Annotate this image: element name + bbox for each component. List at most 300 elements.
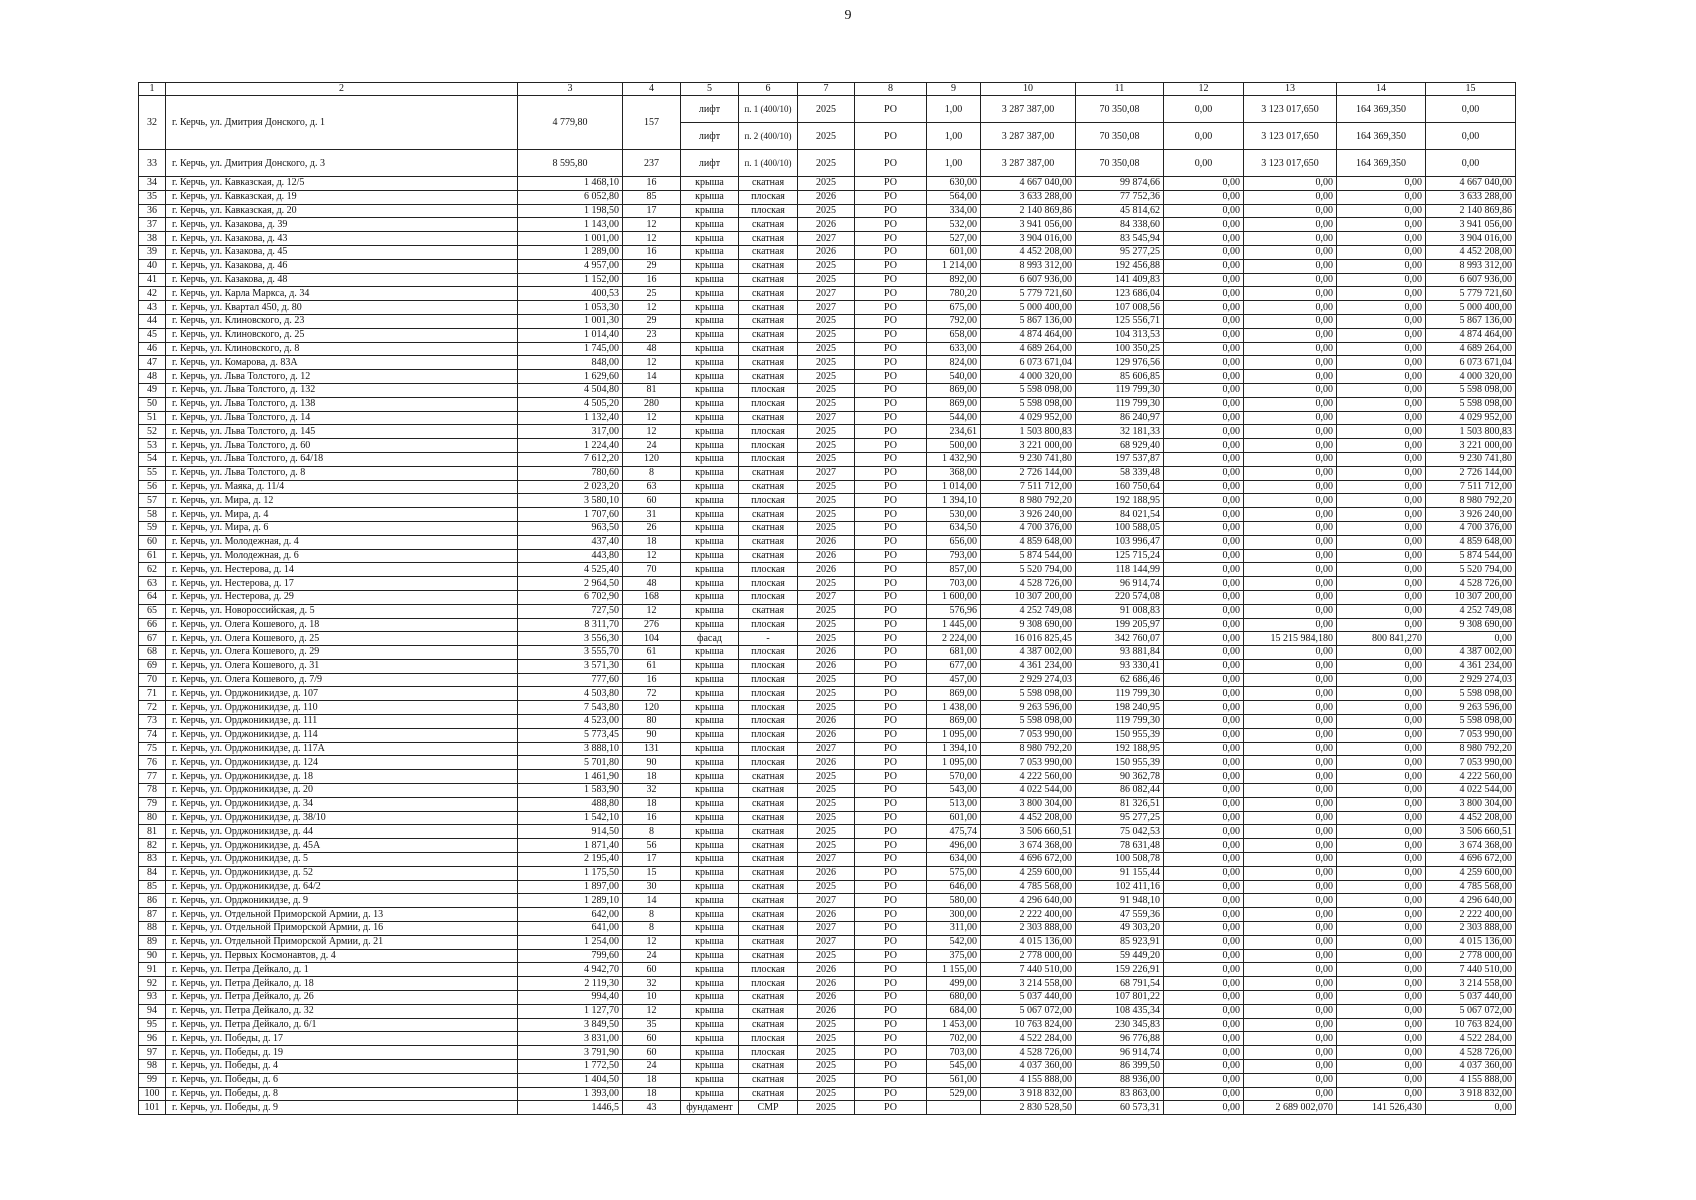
cell-14: 0,00 [1337,797,1426,811]
cell-15: 3 918 832,00 [1426,1087,1516,1101]
cell-14: 0,00 [1337,190,1426,204]
address: г. Керчь, ул. Казакова, д. 45 [166,245,518,259]
cell-13: 0,00 [1244,314,1337,328]
year: 2025 [798,356,855,370]
cell-15: 10 763 824,00 [1426,1018,1516,1032]
cell-13: 0,00 [1244,425,1337,439]
year: 2025 [798,1060,855,1074]
work-type: лифт [681,150,739,177]
unit-cost: 150 955,39 [1076,728,1164,742]
cell-14: 0,00 [1337,232,1426,246]
cell-12: 0,00 [1164,687,1244,701]
cell-15: 3 674 368,00 [1426,839,1516,853]
cell-c12: 0,00 [1164,123,1244,150]
area: 1446,5 [518,1101,623,1115]
work-subtype: плоская [739,494,798,508]
cost: 7 511 712,00 [981,480,1076,494]
cost: 5 598 098,00 [981,715,1076,729]
cell-14: 0,00 [1337,866,1426,880]
work-type: крыша [681,618,739,632]
volume [927,1101,981,1115]
cell-12: 0,00 [1164,659,1244,673]
address: г. Керчь, ул. Льва Толстого, д. 12 [166,370,518,384]
cell-15: 2 140 869,86 [1426,204,1516,218]
cost: 5 067 072,00 [981,1004,1076,1018]
area: 1 127,70 [518,1004,623,1018]
cell-14: 0,00 [1337,508,1426,522]
cost: 2 830 528,50 [981,1101,1076,1115]
work-subtype: скатная [739,259,798,273]
volume: 792,00 [927,314,981,328]
volume: 684,00 [927,1004,981,1018]
cell-15: 3 904 016,00 [1426,232,1516,246]
cell-14: 0,00 [1337,1073,1426,1087]
cell-14: 0,00 [1337,949,1426,963]
cell-12: 0,00 [1164,521,1244,535]
table-row [139,742,1516,756]
area: 4 779,80 [518,96,623,150]
work-subtype: скатная [739,1004,798,1018]
volume: 1 600,00 [927,590,981,604]
cell-13: 0,00 [1244,949,1337,963]
unit-cost: 100 588,05 [1076,521,1164,535]
row-number: 76 [139,756,166,770]
table-row [139,853,1516,867]
cell-13: 0,00 [1244,397,1337,411]
work-type: крыша [681,494,739,508]
cell-14: 0,00 [1337,991,1426,1005]
residents: 237 [623,150,681,177]
table-row [139,673,1516,687]
cell-14: 0,00 [1337,742,1426,756]
row-number: 93 [139,991,166,1005]
row-number: 52 [139,425,166,439]
table-row [139,949,1516,963]
work-type: крыша [681,770,739,784]
cell-13: 0,00 [1244,549,1337,563]
cell-15: 4 022 544,00 [1426,784,1516,798]
volume: 1 095,00 [927,756,981,770]
table-row [139,659,1516,673]
cell-13: 0,00 [1244,894,1337,908]
funding-source: РО [855,618,927,632]
funding-source: РО [855,839,927,853]
funding-source: РО [855,577,927,591]
address: г. Керчь, ул. Льва Толстого, д. 64/18 [166,452,518,466]
cell-15: 5 867 136,00 [1426,314,1516,328]
year: 2025 [798,1046,855,1060]
table-row [139,963,1516,977]
unit-cost: 102 411,16 [1076,880,1164,894]
table-row [139,1101,1516,1115]
year: 2025 [798,949,855,963]
cell-13: 0,00 [1244,452,1337,466]
area: 1 404,50 [518,1073,623,1087]
cell-14: 0,00 [1337,577,1426,591]
year: 2025 [798,439,855,453]
address: г. Керчь, ул. Орджоникидзе, д. 9 [166,894,518,908]
funding-source: РО [855,439,927,453]
area: 4 942,70 [518,963,623,977]
cell-15: 4 259 600,00 [1426,866,1516,880]
cell-12: 0,00 [1164,425,1244,439]
cell-14: 0,00 [1337,673,1426,687]
cost: 2 222 400,00 [981,908,1076,922]
funding-source: РО [855,687,927,701]
cell-qty: 1,00 [927,150,981,177]
volume: 530,00 [927,508,981,522]
year: 2025 [798,701,855,715]
cell-15: 9 308 690,00 [1426,618,1516,632]
cost: 7 053 990,00 [981,756,1076,770]
funding-source: РО [855,1018,927,1032]
volume: 630,00 [927,177,981,191]
cell-14: 0,00 [1337,880,1426,894]
funding-source: РО [855,521,927,535]
year: 2026 [798,659,855,673]
area: 642,00 [518,908,623,922]
volume: 542,00 [927,935,981,949]
area: 1 897,00 [518,880,623,894]
address: г. Керчь, ул. Победы, д. 4 [166,1060,518,1074]
address: г. Керчь, ул. Орджоникидзе, д. 124 [166,756,518,770]
work-subtype-text: п. 2 (400/10) [744,130,792,141]
volume: 793,00 [927,549,981,563]
year: 2025 [798,383,855,397]
table-row [139,549,1516,563]
work-subtype: плоская [739,452,798,466]
cell-13: 0,00 [1244,590,1337,604]
volume: 634,00 [927,853,981,867]
row-number: 94 [139,1004,166,1018]
cell-c13: 3 123 017,650 [1244,150,1337,177]
cell-14: 0,00 [1337,839,1426,853]
cell-15: 2 303 888,00 [1426,922,1516,936]
cell-13: 0,00 [1244,701,1337,715]
cell-12: 0,00 [1164,590,1244,604]
table-body [139,96,1516,1115]
header-cell: 11 [1076,83,1164,96]
funding-source: РО [855,218,927,232]
cell-13: 0,00 [1244,356,1337,370]
cost: 6 073 671,04 [981,356,1076,370]
area: 3 555,70 [518,646,623,660]
row-number: 37 [139,218,166,232]
volume: 500,00 [927,439,981,453]
funding-source: РО [855,784,927,798]
residents: 60 [623,1046,681,1060]
cell-14: 0,00 [1337,273,1426,287]
year: 2025 [798,880,855,894]
address: г. Керчь, ул. Карла Маркса, д. 34 [166,287,518,301]
cell-12: 0,00 [1164,673,1244,687]
work-type: крыша [681,811,739,825]
cell-15: 4 696 672,00 [1426,853,1516,867]
area: 1 772,50 [518,1060,623,1074]
funding-source: РО [855,190,927,204]
funding-source: РО [855,632,927,646]
funding-source: РО [855,991,927,1005]
table-row [139,287,1516,301]
unit-cost: 86 240,97 [1076,411,1164,425]
cost: 9 263 596,00 [981,701,1076,715]
work-subtype: плоская [739,204,798,218]
year: 2025 [798,1018,855,1032]
table-row [139,328,1516,342]
row-number: 101 [139,1101,166,1115]
year: 2025 [798,687,855,701]
area: 437,40 [518,535,623,549]
residents: 12 [623,604,681,618]
address: г. Керчь, ул. Орджоникидзе, д. 110 [166,701,518,715]
cell-cost: 3 287 387,00 [981,150,1076,177]
cell-14: 0,00 [1337,922,1426,936]
cell-12: 0,00 [1164,204,1244,218]
cell-15: 4 252 749,08 [1426,604,1516,618]
work-type: фундамент [681,1101,739,1115]
cell-12: 0,00 [1164,756,1244,770]
cost: 4 785 568,00 [981,880,1076,894]
work-subtype: плоская [739,425,798,439]
funding-source: РО [855,232,927,246]
year: 2026 [798,646,855,660]
year: 2025 [798,521,855,535]
cell-14: 0,00 [1337,549,1426,563]
funding-source: РО [855,963,927,977]
address: г. Керчь, ул. Петра Дейкало, д. 26 [166,991,518,1005]
work-subtype: скатная [739,328,798,342]
cost: 2 929 274,03 [981,673,1076,687]
area: 914,50 [518,825,623,839]
cell-15: 9 230 741,80 [1426,452,1516,466]
work-subtype: СМР [739,1101,798,1115]
work-type: крыша [681,673,739,687]
funding-source: РО [855,604,927,618]
work-subtype: скатная [739,480,798,494]
row-number: 55 [139,466,166,480]
unit-cost: 160 750,64 [1076,480,1164,494]
cell-13: 0,00 [1244,1060,1337,1074]
row-number: 75 [139,742,166,756]
unit-cost: 125 556,71 [1076,314,1164,328]
table-row [139,96,1516,123]
cell-14: 0,00 [1337,466,1426,480]
cell-12: 0,00 [1164,1046,1244,1060]
cell-15: 4 452 208,00 [1426,245,1516,259]
funding-source: РО [855,549,927,563]
funding-source: РО [855,756,927,770]
table-row [139,301,1516,315]
volume: 561,00 [927,1073,981,1087]
work-type: крыша [681,452,739,466]
row-number: 97 [139,1046,166,1060]
year: 2027 [798,301,855,315]
cell-12: 0,00 [1164,1087,1244,1101]
area: 1 014,40 [518,328,623,342]
area: 641,00 [518,922,623,936]
residents: 32 [623,977,681,991]
table-row [139,784,1516,798]
year: 2026 [798,535,855,549]
cell-13: 0,00 [1244,797,1337,811]
cell-c13: 3 123 017,650 [1244,96,1337,123]
work-type: крыша [681,190,739,204]
work-subtype: скатная [739,1087,798,1101]
work-type: крыша [681,328,739,342]
volume: 857,00 [927,563,981,577]
cell-15: 7 053 990,00 [1426,756,1516,770]
work-subtype: скатная [739,894,798,908]
residents: 120 [623,452,681,466]
cell-13: 0,00 [1244,963,1337,977]
residents: 60 [623,494,681,508]
work-subtype: плоская [739,397,798,411]
unit-cost: 123 686,04 [1076,287,1164,301]
unit-cost: 118 144,99 [1076,563,1164,577]
table-row [139,494,1516,508]
row-number: 47 [139,356,166,370]
address: г. Керчь, ул. Петра Дейкало, д. 6/1 [166,1018,518,1032]
work-type: крыша [681,1004,739,1018]
residents: 280 [623,397,681,411]
funding-source: РО [855,273,927,287]
residents: 70 [623,563,681,577]
area: 1 152,00 [518,273,623,287]
table-row [139,922,1516,936]
row-number: 73 [139,715,166,729]
address: г. Керчь, ул. Нестерова, д. 17 [166,577,518,591]
cell-c13: 3 123 017,650 [1244,123,1337,150]
row-number: 59 [139,521,166,535]
cell-14: 0,00 [1337,604,1426,618]
cell-14: 0,00 [1337,1018,1426,1032]
residents: 14 [623,370,681,384]
row-number: 63 [139,577,166,591]
table-row [139,618,1516,632]
cell-12: 0,00 [1164,287,1244,301]
area: 3 888,10 [518,742,623,756]
work-type: крыша [681,287,739,301]
row-number: 58 [139,508,166,522]
funding-source: РО [855,494,927,508]
cell-15: 4 528 726,00 [1426,577,1516,591]
year: 2026 [798,963,855,977]
row-number: 89 [139,935,166,949]
cell-15: 3 506 660,51 [1426,825,1516,839]
cell-14: 0,00 [1337,328,1426,342]
address: г. Керчь, ул. Кавказская, д. 12/5 [166,177,518,191]
funding-source: РО [855,259,927,273]
address: г. Керчь, ул. Льва Толстого, д. 8 [166,466,518,480]
cell-12: 0,00 [1164,273,1244,287]
cell-13: 0,00 [1244,1004,1337,1018]
table-row [139,370,1516,384]
row-number: 65 [139,604,166,618]
table-row [139,342,1516,356]
cell-14: 0,00 [1337,659,1426,673]
residents: 104 [623,632,681,646]
cell-12: 0,00 [1164,549,1244,563]
table-row [139,646,1516,660]
year: 2027 [798,935,855,949]
page-number: 9 [844,8,852,23]
row-number: 67 [139,632,166,646]
cell-12: 0,00 [1164,880,1244,894]
residents: 12 [623,549,681,563]
residents: 131 [623,742,681,756]
year: 2025 [798,770,855,784]
cell-15: 2 222 400,00 [1426,908,1516,922]
table-row [139,811,1516,825]
unit-cost: 91 008,83 [1076,604,1164,618]
work-type: крыша [681,839,739,853]
table-row [139,521,1516,535]
unit-cost: 32 181,33 [1076,425,1164,439]
cell-14: 0,00 [1337,1060,1426,1074]
year: 2025 [798,1087,855,1101]
volume: 543,00 [927,784,981,798]
address: г. Керчь, ул. Олега Кошевого, д. 7/9 [166,673,518,687]
volume: 656,00 [927,535,981,549]
table-row [139,577,1516,591]
work-subtype: - [739,632,798,646]
volume: 532,00 [927,218,981,232]
funding-source: РО [855,314,927,328]
cell-src: РО [855,96,927,123]
cell-12: 0,00 [1164,452,1244,466]
work-subtype: плоская [739,701,798,715]
cell-12: 0,00 [1164,356,1244,370]
year: 2027 [798,742,855,756]
cell-13: 0,00 [1244,618,1337,632]
table-row [139,756,1516,770]
cell-14: 0,00 [1337,494,1426,508]
cell-13: 0,00 [1244,508,1337,522]
volume: 575,00 [927,866,981,880]
cell-15: 4 874 464,00 [1426,328,1516,342]
address: г. Керчь, ул. Молодежная, д. 6 [166,549,518,563]
cell-year: 2025 [798,150,855,177]
table-row [139,177,1516,191]
address: г. Керчь, ул. Олега Кошевого, д. 31 [166,659,518,673]
residents: 18 [623,1073,681,1087]
area: 1 468,10 [518,177,623,191]
funding-source: РО [855,659,927,673]
address: г. Керчь, ул. Отдельной Приморской Армии, д. 21 [166,935,518,949]
cell-year: 2025 [798,96,855,123]
work-subtype: скатная [739,549,798,563]
residents: 32 [623,784,681,798]
cell-13: 0,00 [1244,1046,1337,1060]
area: 1 629,60 [518,370,623,384]
cell-12: 0,00 [1164,245,1244,259]
year: 2026 [798,977,855,991]
cell-14: 0,00 [1337,563,1426,577]
unit-cost: 91 948,10 [1076,894,1164,908]
year: 2026 [798,908,855,922]
cell-14: 0,00 [1337,204,1426,218]
work-type: крыша [681,466,739,480]
cell-12: 0,00 [1164,383,1244,397]
volume: 1 432,90 [927,452,981,466]
volume: 300,00 [927,908,981,922]
funding-source: РО [855,411,927,425]
work-subtype: скатная [739,1060,798,1074]
volume: 824,00 [927,356,981,370]
address: г. Керчь, ул. Орджоникидзе, д. 38/10 [166,811,518,825]
area: 1 132,40 [518,411,623,425]
cell-15: 4 522 284,00 [1426,1032,1516,1046]
